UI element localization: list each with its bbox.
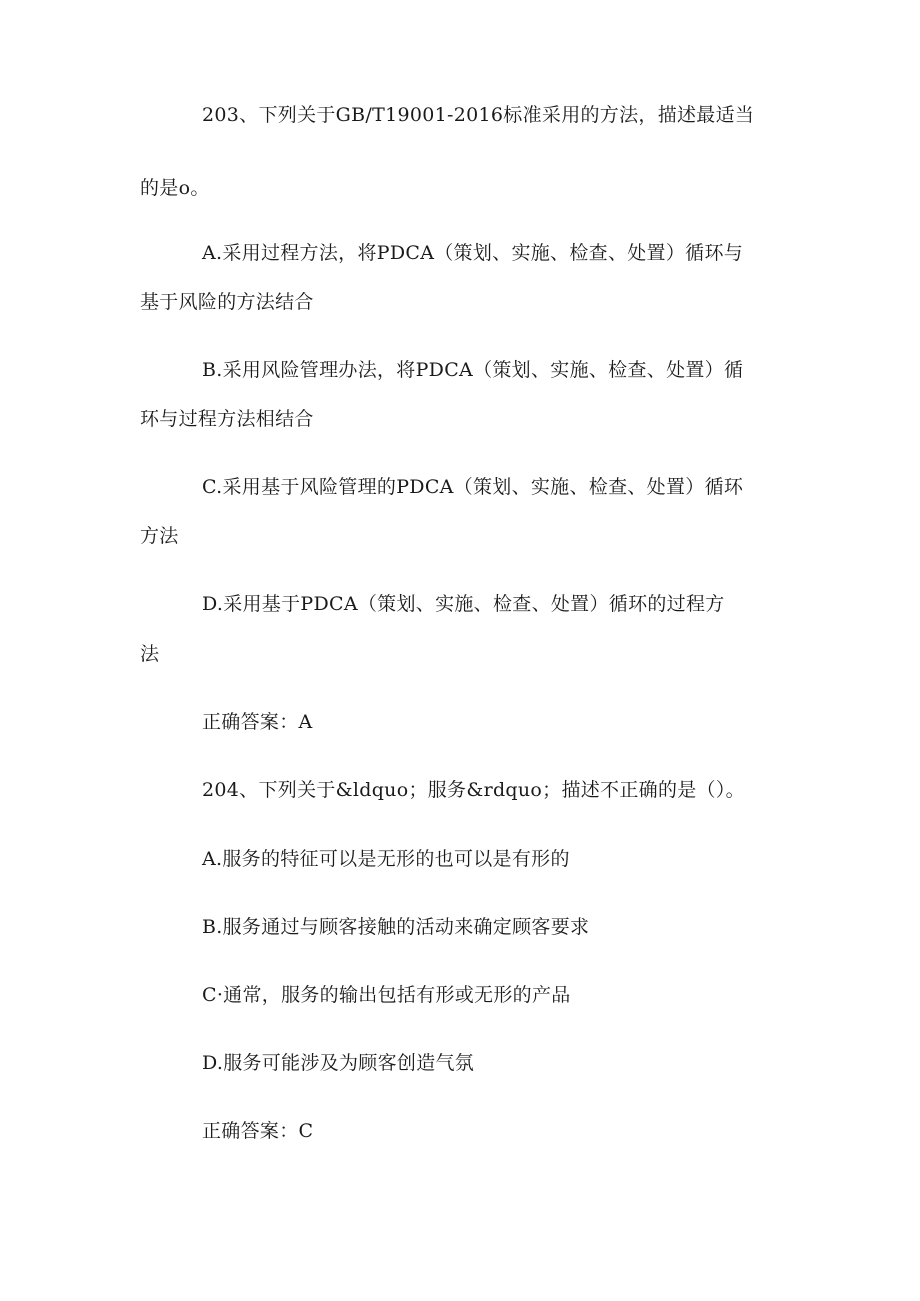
- question-204-stem-line1: 204、下列关于&ldquo；服务&rdquo；描述不正确的是（）。: [202, 779, 745, 801]
- question-203-option-a-line2: 基于风险的方法结合: [140, 291, 314, 313]
- question-203-option-d-line1: D.采用基于PDCA（策划、实施、检查、处置）循环的过程方: [202, 593, 725, 615]
- question-204-option-d: D.服务可能涉及为顾客创造气氛: [202, 1052, 475, 1074]
- question-204-option-b: B.服务通过与顾客接触的活动来确定顾客要求: [202, 916, 590, 938]
- question-203-option-a-line1: A.采用过程方法，将PDCA（策划、实施、检查、处置）循环与: [202, 242, 744, 264]
- question-203-stem-line2: 的是o。: [140, 177, 210, 199]
- question-203-option-c-line1: C.采用基于风险管理的PDCA（策划、实施、检查、处置）循环: [202, 476, 744, 498]
- question-203-option-d-line2: 法: [140, 643, 160, 665]
- question-203-stem-line1: 203、下列关于GB/T19001-2016标准采用的方法，描述最适当: [202, 104, 755, 126]
- question-203-option-b-line2: 环与过程方法相结合: [140, 408, 314, 430]
- question-203-option-b-line1: B.采用风险管理办法，将PDCA（策划、实施、检查、处置）循: [202, 359, 744, 381]
- question-204-answer: 正确答案：C: [202, 1120, 314, 1142]
- question-203-option-c-line2: 方法: [140, 525, 179, 547]
- question-204-option-a: A.服务的特征可以是无形的也可以是有形的: [202, 848, 570, 870]
- question-203-answer: 正确答案：A: [202, 711, 313, 733]
- question-204-option-c: C·通常，服务的输出包括有形或无形的产品: [202, 984, 571, 1006]
